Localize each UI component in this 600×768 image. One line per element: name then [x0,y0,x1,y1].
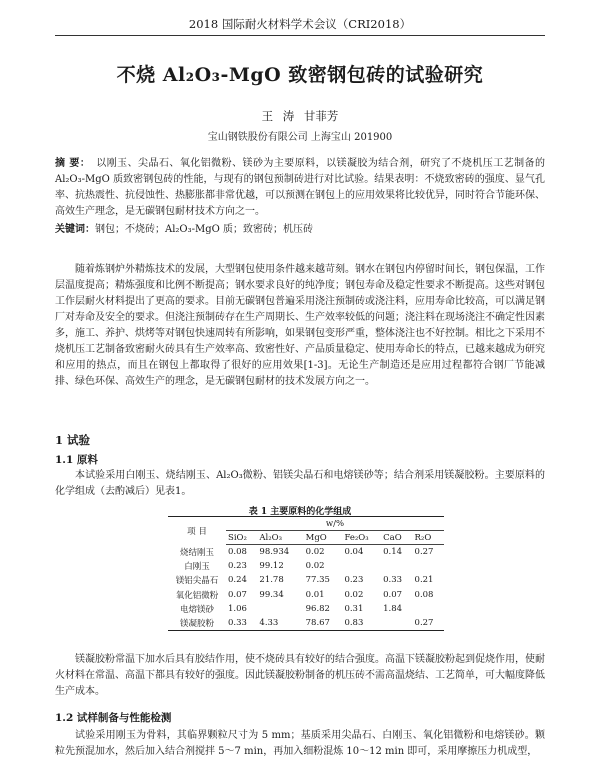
keywords-text: 钢包；不烧砖；Al₂O₃-MgO 质；致密砖；机压砖 [95,224,314,235]
table-cell: 0.02 [344,589,364,600]
table-cell: 0.14 [383,547,403,558]
keywords [55,222,545,238]
table-cell: 77.35 [305,575,330,586]
table-row [168,616,444,630]
running-header: 2018 国际耐火材料学术会议（CRI2018） [55,16,545,36]
table-cell: 0.21 [414,575,434,586]
table-cell: 1.06 [228,603,247,614]
paper-title: 不烧 Al₂O₃-MgO 致密钢包砖的试验研究 [116,64,484,86]
table-cell [257,602,303,616]
table-cell: 4.33 [257,616,303,630]
table-column-header: MgO [304,531,343,545]
preparation-paragraph: 试验采用刚玉为骨料，其临界颗粒尺寸为 5 mm；基质采用尖晶石、白刚玉、氧化铝微粉和电熔镁砂。颗粒先预混加水，然后加入结合剂搅拌 5～7 min，再加入细粉混炼 10～12 min 即可，采用摩擦压力机成型， [55,730,545,757]
table-cell [413,559,444,573]
abstract-text: 以刚玉、尖晶石、氧化铝微粉、镁砂为主要原料，以镁凝胶为结合剂，研究了不烧机压工艺制备的 Al₂O₃-MgO 质致密钢包砖的性能，与现有的钢包预制砖进行对比试验。结果表明：不烧致密砖的强度、显气孔率、抗热震性、抗侵蚀性、热膨胀都非常优越，可以预测在钢包上的应用效果将比较优异，同时符合节能环保、高效生产理念，是无碳钢包耐材技术方向之一。 [55,158,545,217]
table-cell: 0.24 [228,575,247,586]
section-heading-1: 1 试验 [55,433,91,447]
table-cell [381,559,412,573]
table-cell: 0.07 [228,589,247,600]
table-column-header: Al₂O₃ [257,531,303,545]
table-column-header: Fe₂O₃ [342,531,381,545]
binder-paragraph: 镁凝胶粉常温下加水后具有胶结作用，使不烧砖具有较好的结合强度。高温下镁凝胶粉起到促烧作用，使耐火材料在常温、高温下都具有较好的强度。因此镁凝胶粉制备的机压砖不需高温烧结、工艺简单，可大幅度降低生产成本。 [55,654,545,697]
table-row-label: 电熔镁砂 [179,604,214,615]
table-row-label: 镁凝胶粉 [168,616,226,630]
table-cell: 0.23 [228,561,247,572]
table-cell: 0.23 [344,575,364,586]
authors: 王 涛 甘菲芳 [261,109,339,123]
table-cell: 98.934 [259,547,290,558]
table-row-label: 白刚玉 [184,562,210,573]
table-row [168,602,444,616]
intro-paragraph: 随着炼钢炉外精炼技术的发展，大型钢包使用条件越来越苛刻。钢水在钢包内停留时间长，钢包保温，工作层温度提高；精炼强度和比例不断提高；钢水要求良好的纯净度；钢包寿命及稳定性要求不断提高。这些对钢包工作层耐火材料提出了更高的要求。目前无碳钢包普遍采用浇注预制砖或浇注料，应用寿命比较高，可以满足钢厂对寿命及安全的要求。但浇注预制砖存在生产周期长、生产效率较低的问题；浇注料在现场浇注不确定性因素多，施工、养护、烘烤等对钢包快速周转有所影响，如果钢包变形严重，整体浇注也不好控制。相比之下采用不烧机压工艺制备致密耐火砖具有生产效率高、致密性好、产品质量稳定、使用寿命长的特点，已越来越成为研究和应用的热点，而且在钢包上都取得了很好的应用效果[1-3]。无论生产制造还是应用过程都符合钢厂节能减排、绿色环保、高效生产的理念，是无碳钢包耐材的技术发展方向之一。 [55,264,545,387]
table-cell: 96.82 [305,603,330,614]
keywords-label: 关键词： [55,224,95,235]
table-cell: 0.83 [342,616,381,630]
affiliation: 宝山钢铁股份有限公司 上海宝山 201900 [207,132,393,143]
table-cell: 0.07 [383,589,403,600]
table-cell: 0.04 [344,547,364,558]
table-cell: 0.01 [305,589,325,600]
table-cell: 0.31 [344,603,364,614]
section-heading-1-2: 1.2 试样制备与性能检测 [55,712,172,724]
table-column-header: SiO₂ [226,531,257,545]
table-cell: 0.27 [413,616,444,630]
table-cell: 0.08 [414,589,434,600]
table-cell: 0.33 [226,616,257,630]
table-row-label: 烧结刚玉 [179,547,214,558]
table-column-header: CaO [381,531,412,545]
table-cell: 0.08 [228,547,247,558]
table-row-label: 氧化铝微粉 [175,590,219,601]
materials-paragraph: 本试验采用白刚玉、烧结刚玉、Al₂O₃微粉、铝镁尖晶石和电熔镁砂等；结合剂采用镁凝胶粉。主要原料的化学组成（去酌减后）见表1。 [55,470,545,497]
table-cell [413,602,444,616]
table-row [168,573,444,587]
table-row-label: 镁铝尖晶石 [175,576,219,587]
table-cell: 1.84 [383,603,403,614]
table-row-header: 项 目 [168,517,226,545]
table-cell: 0.02 [305,547,325,558]
table-cell [381,616,412,630]
table-cell: 99.34 [259,589,284,600]
table-cell: 0.27 [414,547,434,558]
table-caption: 表 1 主要原料的化学组成 [248,507,352,517]
table-cell: 78.67 [304,616,343,630]
abstract-label: 摘 要： [55,158,91,169]
composition-table [168,516,444,631]
table-cell: 21.78 [259,575,284,586]
table-unit: w/% [226,517,444,531]
table-cell [342,559,381,573]
table-row [168,545,444,559]
abstract [55,156,545,220]
table-column-header: R₂O [413,531,444,545]
table-cell: 99.12 [259,561,284,572]
table-cell: 0.02 [305,561,325,572]
section-heading-1-1: 1.1 原料 [55,454,98,466]
table-row [168,559,444,573]
table-row [168,587,444,601]
table-cell: 0.33 [383,575,403,586]
